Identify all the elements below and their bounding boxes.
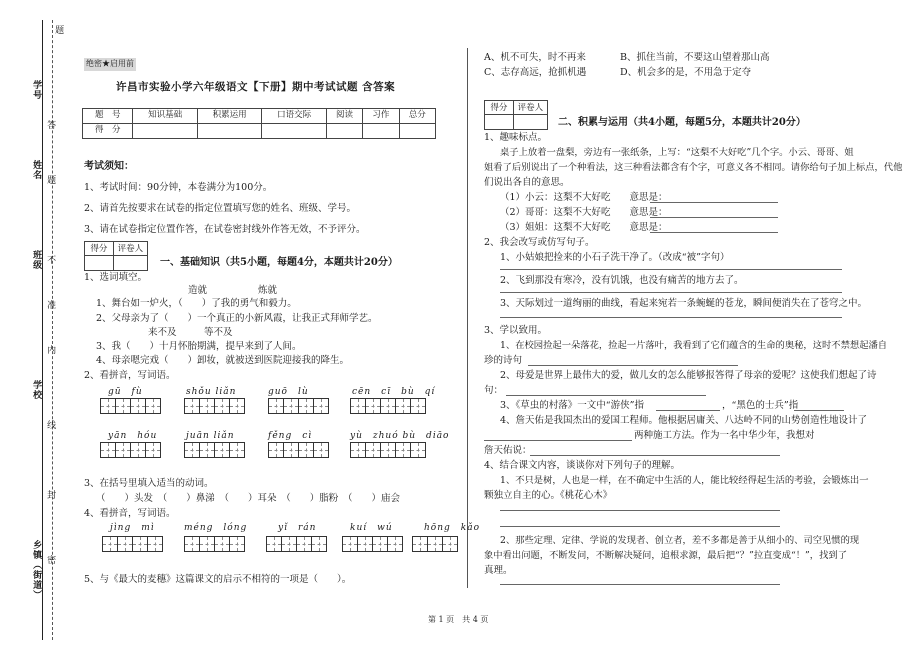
top-mark: 题 (53, 25, 64, 35)
r-q4-title: 4、结合课文内容，谈谈你对下列句子的理解。 (484, 460, 681, 471)
r-q4-text: 颗独立自主的心。《桃花心木》 (484, 490, 613, 501)
r-q3-text: 3、《草虫的村落》一文中“游侠”指 (500, 400, 645, 411)
confidential-mark: 绝密★启用前 (84, 58, 136, 71)
answer-line[interactable] (794, 410, 844, 411)
score-header: 阅读 (326, 109, 362, 124)
pinyin-label: yǐ rán (278, 523, 317, 533)
scorer-score-label: 得分 (485, 101, 514, 114)
q5-title: 5、与《最大的麦穗》这篇课文的启示不相符的一项是（ ）。 (84, 574, 352, 585)
binding-solid-line (42, 20, 43, 640)
seal-char: 答 (45, 120, 56, 130)
pinyin-label: fěng cì (268, 431, 313, 441)
answer-line[interactable] (650, 217, 778, 218)
name-label: 姓名 (31, 160, 42, 180)
town-label: 乡镇（街道） (31, 540, 42, 600)
r-q3-text: 4、詹天佑是我国杰出的爱国工程师。他根据居庸关、八达岭不同的山势创造性地设计了 (500, 415, 868, 426)
r-q4-text: 真理。 (484, 565, 513, 576)
section1-title: 一、基础知识（共5小题，每题4分，本题共计20分） (160, 257, 398, 268)
word-choice: 炼就 (258, 285, 278, 296)
choice-d: D、机会多的是，不用急于定夺 (620, 67, 752, 78)
choice-c: C、志存高远，抢抓机遇 (484, 67, 587, 78)
char-grid[interactable] (100, 442, 160, 458)
binding-dashed-line (52, 20, 53, 640)
r-q1-para: 们说出各自的意思。 (484, 177, 570, 188)
r-q4-text: 象中看出问题，不断发问，不断解决疑问，追根求源，最后把“？”拉直变成“！”，找到了 (484, 550, 847, 561)
notice-title: 考试须知： (84, 161, 134, 172)
char-grid[interactable] (184, 442, 244, 458)
r-q3-text: 2、母爱是世界上最伟大的爱，做儿女的怎么能够报答得了母亲的爱呢？这使我们想起了诗 (500, 370, 877, 381)
number-label: 学号 (31, 80, 42, 100)
char-grid[interactable] (184, 398, 244, 414)
scorer-reviewer-label: 评卷人 (117, 244, 144, 254)
answer-line[interactable] (500, 584, 780, 585)
char-grid[interactable] (268, 398, 328, 414)
r-q1-row: （3）姐姐：这梨不大好吃 意思是： (500, 222, 668, 233)
section2-title: 二、积累与运用（共4小题，每题5分，本题共计20分） (558, 117, 806, 128)
score-cell[interactable] (326, 124, 362, 139)
pinyin-label: gū fù (108, 387, 143, 397)
notice-item: 1、考试时间：90分钟，本卷满分为100分。 (84, 182, 273, 193)
r-q3-title: 3、学以致用。 (484, 325, 548, 336)
r-q4-text: 1、不只是树，人也是一样，在不确定中生活的人，能比较经得起生活的考验，会锻炼出一 (500, 475, 869, 486)
pinyin-label: guō lù (268, 387, 309, 397)
pinyin-label: méng lóng (184, 523, 248, 533)
r-q2-title: 2、我会改写或仿写句子。 (484, 237, 595, 248)
column-divider (467, 48, 468, 588)
r-q4-text: 2、那些定理、定律、学说的发现者、创立者，差不多都是善于从细小的、司空见惯的现 (500, 535, 860, 546)
choice-b: B、抓住当前，不要这山望着那山高 (620, 52, 770, 63)
pinyin-label: cēn cī bù qí (352, 387, 436, 397)
score-cell[interactable] (262, 124, 326, 139)
r-q1-title: 1、趣味标点。 (484, 132, 548, 143)
r-q3-text: 珍的诗句 (484, 355, 523, 366)
q1-item: 2、父母亲为了（ ）一个真正的小新风霞，让我正式拜师学艺。 (96, 313, 378, 324)
q1-title: 1、选词填空。 (84, 272, 148, 283)
notice-item: 3、请在试卷指定位置作答，在试卷密封线外作答无效，不予评分。 (84, 224, 366, 235)
word-choice: 造就 (188, 285, 208, 296)
answer-line[interactable] (500, 269, 842, 270)
seal-char: 密 (45, 555, 56, 565)
char-grid[interactable] (350, 398, 425, 414)
pinyin-label: yù zhuó bù diāo (350, 431, 450, 441)
r-q1-row: （2）哥哥：这梨不大好吃 意思是： (500, 207, 668, 218)
r-q2-item: 2、飞到那没有寒冷，没有饥饿，也没有痛苦的地方去了。 (500, 275, 744, 286)
score-header: 总分 (399, 109, 435, 124)
seal-char: 线 (45, 420, 56, 430)
q1-item: 3、我（ ）十月怀胎期满，提早来到了人间。 (96, 341, 302, 352)
word-choice: 等不及 (204, 327, 233, 338)
r-q1-row: （1）小云：这梨不大好吃 意思是： (500, 192, 668, 203)
pinyin-label: hōng kǎo (424, 523, 481, 533)
r-q3-text: ，“黑色的士兵”指 (722, 400, 799, 411)
r-q3-text: 句： (484, 385, 504, 396)
scorer-score-label: 得分 (85, 242, 114, 255)
answer-line[interactable] (650, 232, 778, 233)
r-q2-item: 1、小姑娘把捡来的小石子洗干净了。（改成“被”字句） (500, 252, 730, 263)
scorer-box-1 (84, 241, 148, 271)
word-choice: 来不及 (148, 327, 177, 338)
q2-title: 2、看拼音，写词语。 (84, 370, 176, 381)
answer-line[interactable] (500, 317, 842, 318)
char-grid[interactable] (268, 442, 328, 458)
r-q2-item: 3、天际划过一道绚丽的曲线，看起来宛若一条蜿蜒的苍龙，瞬间便消失在了苍穹之中。 (500, 298, 868, 309)
pinyin-label: shǒu liǎn (186, 387, 237, 397)
answer-line[interactable] (500, 526, 780, 527)
pinyin-label: juān liǎn (186, 431, 235, 441)
score-header: 积累运用 (197, 109, 261, 124)
char-grid[interactable] (412, 536, 457, 552)
pinyin-label: jìng mì (110, 523, 155, 533)
q3-items: （ ）头发 （ ）鼻涕 （ ）耳朵 （ ）脂粉 （ ）庙会 (96, 493, 401, 504)
answer-line[interactable] (650, 202, 778, 203)
char-grid[interactable] (266, 536, 326, 552)
char-grid[interactable] (342, 536, 402, 552)
answer-line[interactable] (656, 410, 720, 411)
page-title: 许昌市实验小学六年级语文【下册】期中考试试题 含答案 (116, 81, 396, 93)
answer-line[interactable] (528, 365, 738, 366)
score-header: 习作 (363, 109, 399, 124)
seal-char: 封 (45, 490, 56, 500)
q1-item: 1、舞台如一炉火，（ ）了我的勇气和毅力。 (96, 298, 297, 309)
score-cell[interactable] (363, 124, 399, 139)
answer-line[interactable] (500, 292, 842, 293)
r-q3-text: 詹天佑说： (484, 445, 532, 456)
answer-line[interactable] (530, 455, 780, 456)
pinyin-label: kuí wú (350, 523, 393, 533)
scorer-box-2 (484, 100, 548, 130)
char-grid[interactable] (100, 398, 160, 414)
notice-item: 2、请首先按要求在试卷的指定位置填写您的姓名、班级、学号。 (84, 203, 357, 214)
score-header: 知识基础 (133, 109, 197, 124)
scorer-reviewer-label: 评卷人 (517, 103, 544, 113)
r-q1-para: 桌子上放着一盘梨，旁边有一张纸条，上写：“这梨不大好吃”几个字。小云、哥哥、姐 (500, 147, 854, 158)
answer-line[interactable] (484, 440, 632, 441)
q3-title: 3、在括号里填入适当的动词。 (84, 478, 214, 489)
r-q3-text: 两种施工方法。作为一名中华少年，我想对 (634, 430, 815, 441)
class-label: 班级 (31, 250, 42, 270)
answer-line[interactable] (506, 395, 706, 396)
score-header: 口语交际 (262, 109, 326, 124)
r-q1-para: 姐看了后别说出了一个种看法，这三种看法都含有个字，可意义各不相同。请你给句子加上标点，代他 (484, 162, 903, 173)
score-cell[interactable] (197, 124, 261, 139)
school-label: 学校 (31, 380, 42, 400)
choice-a: A、机不可失，时不再来 (484, 52, 586, 63)
q4-title: 4、看拼音，写词语。 (84, 508, 176, 519)
seal-char: 内 (45, 345, 56, 355)
score-cell[interactable] (399, 124, 435, 139)
char-grid[interactable] (350, 442, 425, 458)
char-grid[interactable] (184, 536, 244, 552)
pinyin-label: yān hóu (108, 431, 158, 441)
answer-line[interactable] (500, 510, 780, 511)
seal-char: 题 (45, 175, 56, 185)
score-cell[interactable] (133, 124, 197, 139)
score-header: 题 号 (83, 109, 133, 124)
q1-item: 4、母亲嗯完戏（ ）卸妆，就被送到医院迎接我的降生。 (96, 355, 350, 366)
r-q3-text: 1、在校园捡起一朵落花，捡起一片落叶，我看到了它们蕴含的生命的奥秘，这时不禁想起潘自 (500, 340, 888, 351)
seal-char: 准 (45, 300, 56, 310)
page-number: 第 1 页 共 4 页 (428, 615, 489, 624)
score-row-label: 得 分 (83, 124, 133, 139)
score-table (82, 108, 436, 139)
seal-char: 不 (45, 255, 56, 265)
char-grid[interactable] (102, 536, 162, 552)
